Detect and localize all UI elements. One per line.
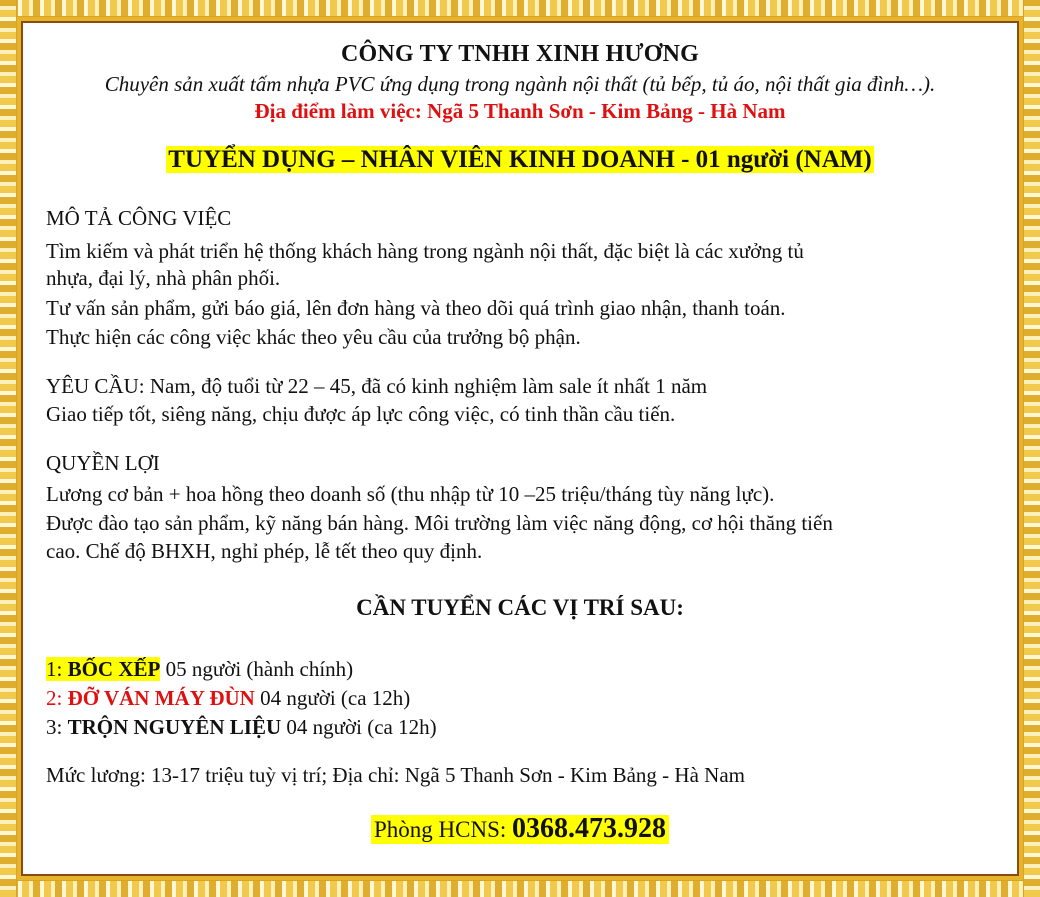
position-3-detail: 04 người (ca 12h)	[281, 715, 437, 739]
position-2-number: 2:	[46, 686, 68, 710]
job-description-line: Thực hiện các công việc khác theo yêu cầu của trưởng bộ phận.	[46, 325, 581, 349]
contact-line	[0, 813, 1040, 845]
position-1-number: 1:	[46, 657, 68, 681]
contact-label: Phòng HCNS:	[373, 817, 513, 842]
position-3-name: TRỘN NGUYÊN LIỆU	[67, 715, 282, 739]
company-name: CÔNG TY TNHH XINH HƯƠNG	[341, 41, 699, 67]
position-1-label	[46, 657, 160, 681]
benefits-line: Được đào tạo sản phẩm, kỹ năng bán hàng. Môi trường làm việc năng động, cơ hội thăng tiến	[46, 511, 833, 535]
benefits-heading: QUYỀN LỢI	[46, 451, 160, 475]
work-location: Địa điểm làm việc: Ngã 5 Thanh Sơn - Kim Bảng - Hà Nam	[254, 99, 786, 123]
job-description-line: nhựa, đại lý, nhà phân phối.	[46, 266, 281, 290]
position-3-number: 3:	[46, 715, 68, 739]
job-title	[0, 146, 1040, 174]
position-1-detail: 05 người (hành chính)	[160, 657, 354, 681]
contact-phone: 0368.473.928	[512, 813, 667, 844]
requirements-line: YÊU CẦU: Nam, độ tuổi từ 22 – 45, đã có kinh nghiệm làm sale ít nhất 1 năm	[46, 374, 708, 398]
job-description-line: Tìm kiếm và phát triển hệ thống khách hàng trong ngành nội thất, đặc biệt là các xưởng tủ	[46, 239, 804, 263]
contact-highlight	[371, 815, 669, 844]
job-description-heading: MÔ TẢ CÔNG VIỆC	[46, 206, 232, 230]
position-2-detail: 04 người (ca 12h)	[254, 686, 411, 710]
position-item-1	[46, 657, 353, 682]
position-1-name: BỐC XẾP	[67, 657, 161, 681]
job-description-line: Tư vấn sản phẩm, gửi báo giá, lên đơn hàng và theo dõi quá trình giao nhận, thanh toán.	[46, 296, 786, 320]
position-item-2	[46, 686, 410, 711]
benefits-line: Lương cơ bản + hoa hồng theo doanh số (thu nhập từ 10 –25 triệu/tháng tùy năng lực).	[46, 482, 775, 506]
benefits-line: cao. Chế độ BHXH, nghỉ phép, lễ tết theo quy định.	[46, 539, 483, 563]
positions-heading: CẦN TUYỂN CÁC VỊ TRÍ SAU:	[356, 595, 684, 620]
requirements-line: Giao tiếp tốt, siêng năng, chịu được áp lực công việc, có tinh thần cầu tiến.	[46, 402, 676, 426]
position-2-name: ĐỠ VÁN MÁY ĐÙN	[67, 686, 255, 710]
salary-and-address: Mức lương: 13-17 triệu tuỳ vị trí; Địa chỉ: Ngã 5 Thanh Sơn - Kim Bảng - Hà Nam	[46, 763, 745, 787]
position-item-3	[46, 715, 437, 740]
company-tagline: Chuyên sản xuất tấm nhựa PVC ứng dụng trong ngành nội thất (tủ bếp, tủ áo, nội thất gia đình…).	[104, 72, 936, 96]
job-title-text: TUYỂN DỤNG – NHÂN VIÊN KINH DOANH - 01 người (NAM)	[168, 146, 872, 173]
